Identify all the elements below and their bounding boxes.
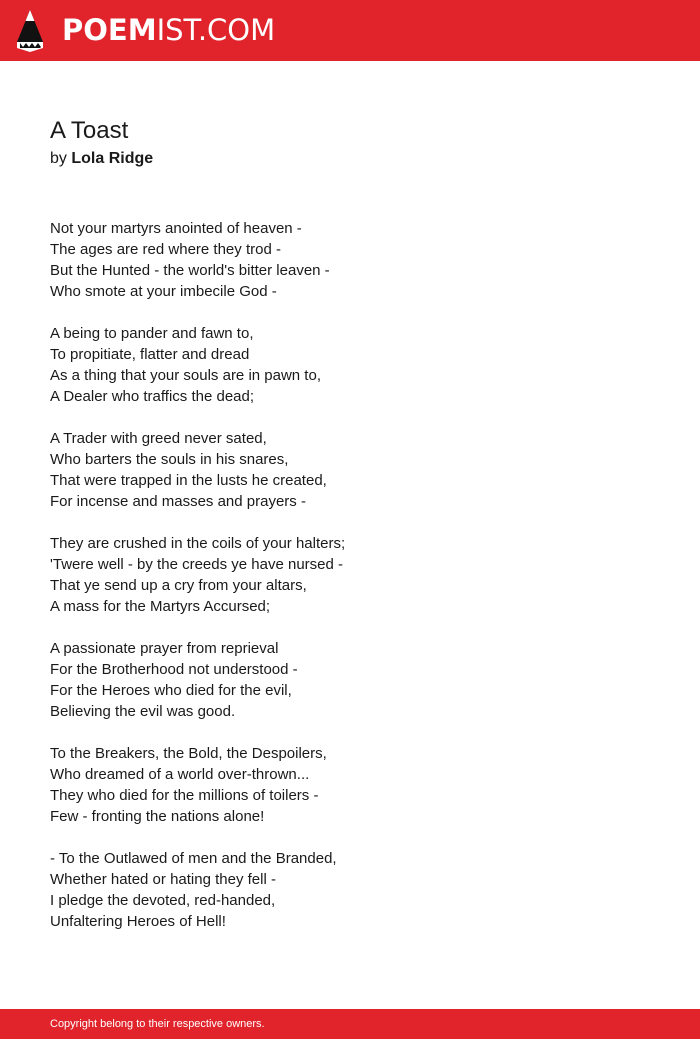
poem-stanza bbox=[50, 428, 650, 512]
poem-body bbox=[50, 218, 650, 953]
poem-line: Not your martyrs anointed of heaven - bbox=[50, 220, 302, 237]
site-logo-text[interactable] bbox=[62, 12, 275, 48]
poem-line: To the Breakers, the Bold, the Despoilers, bbox=[50, 745, 327, 762]
poem-line: Who smote at your imbecile God - bbox=[50, 283, 277, 300]
poem-line: But the Hunted - the world's bitter leaven - bbox=[50, 262, 330, 279]
poem-line: That ye send up a cry from your altars, bbox=[50, 577, 307, 594]
brand-strong: POEM bbox=[62, 13, 157, 47]
brand-light: IST.COM bbox=[156, 13, 276, 47]
poem-line: They are crushed in the coils of your halters; bbox=[50, 535, 346, 552]
poem-line: To propitiate, flatter and dread bbox=[50, 346, 250, 363]
poem-line: For incense and masses and prayers - bbox=[50, 493, 306, 510]
pencil-tip-icon[interactable] bbox=[17, 10, 43, 52]
poem-stanza bbox=[50, 848, 650, 932]
poem-line: As a thing that your souls are in pawn to, bbox=[50, 367, 321, 384]
poem-line: A being to pander and fawn to, bbox=[50, 325, 254, 342]
poem-line: For the Brotherhood not understood - bbox=[50, 661, 298, 678]
poem-line: A Trader with greed never sated, bbox=[50, 430, 267, 447]
poem-line: For the Heroes who died for the evil, bbox=[50, 682, 292, 699]
poem-line: Unfaltering Heroes of Hell! bbox=[50, 913, 226, 930]
poem-stanza bbox=[50, 533, 650, 617]
poem-title: A Toast bbox=[50, 117, 129, 144]
poem-line: I pledge the devoted, red-handed, bbox=[50, 892, 276, 909]
poem-stanza bbox=[50, 638, 650, 722]
poem-line: Who dreamed of a world over-thrown... bbox=[50, 766, 310, 783]
copyright-text: Copyright belong to their respective owners. bbox=[50, 1018, 265, 1030]
poem-line: That were trapped in the lusts he created, bbox=[50, 472, 327, 489]
poem-line: A passionate prayer from reprieval bbox=[50, 640, 279, 657]
site-footer bbox=[0, 1009, 700, 1039]
poem-line: They who died for the millions of toilers - bbox=[50, 787, 319, 804]
poem-line: 'Twere well - by the creeds ye have nursed - bbox=[50, 556, 343, 573]
poem-line: A Dealer who traffics the dead; bbox=[50, 388, 255, 405]
site-header bbox=[0, 0, 700, 61]
byline bbox=[50, 149, 153, 169]
poem-line: The ages are red where they trod - bbox=[50, 241, 281, 258]
poem-line: Few - fronting the nations alone! bbox=[50, 808, 265, 825]
poem-line: A mass for the Martyrs Accursed; bbox=[50, 598, 271, 615]
poem-stanza bbox=[50, 743, 650, 827]
poem-author: Lola Ridge bbox=[71, 150, 154, 167]
poem-stanza bbox=[50, 323, 650, 407]
poem-line: Whether hated or hating they fell - bbox=[50, 871, 276, 888]
poem-stanza bbox=[50, 218, 650, 302]
poem-line: Who barters the souls in his snares, bbox=[50, 451, 289, 468]
by-prefix: by bbox=[50, 150, 67, 167]
poem-line: - To the Outlawed of men and the Branded, bbox=[50, 850, 337, 867]
poem-line: Believing the evil was good. bbox=[50, 703, 236, 720]
